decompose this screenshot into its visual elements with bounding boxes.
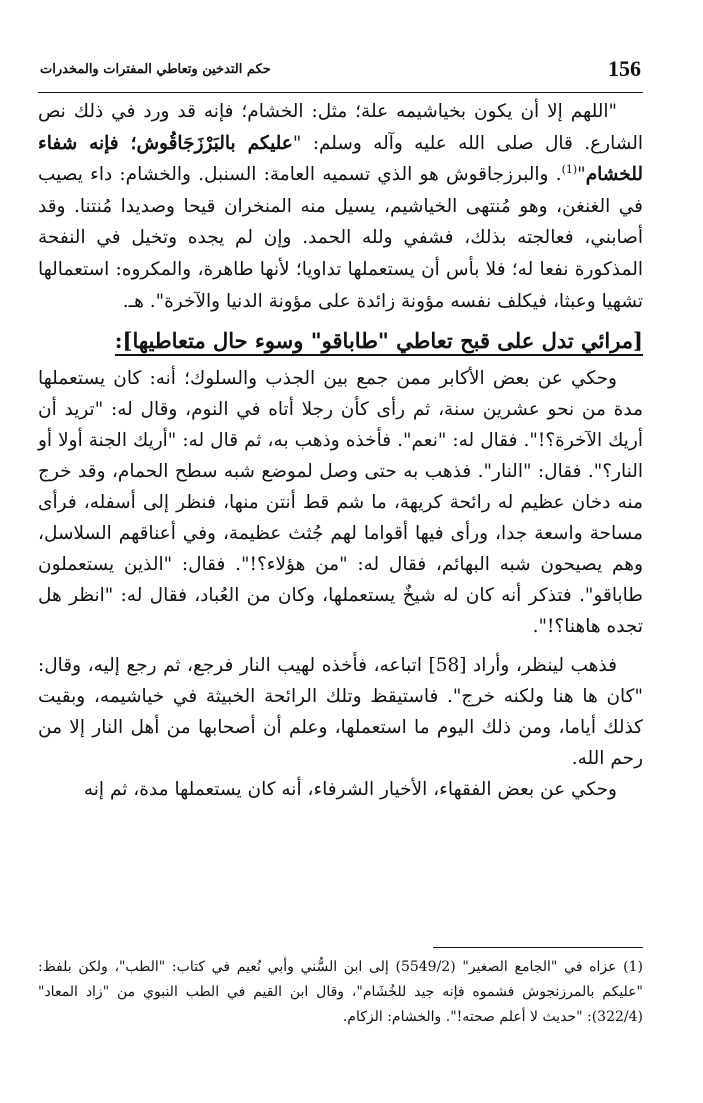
paragraph-quote (38, 96, 643, 317)
paragraph-story-2: فذهب لينظر، وأراد [58] اتباعه، فأخذه لهيب النار فرجع، ثم رجع إليه، وقال: "كان ها هنا ولكنه خرج". فاستيقظ وتلك الرائحة الخبيثة في خياشيمه، وبقيت كذلك أياما، ومن ذلك اليوم ما استعملها، وعلم أن أصحابها من أهل النار إلا من رحم الله. (38, 655, 643, 770)
hadith-text: عليكم بالبَرْزَجَاقُوش؛ فإنه شفاء للخشام (38, 132, 643, 186)
quote-close: " (577, 164, 586, 186)
page-number: 156 (608, 56, 641, 81)
footnote-1: (1) عزاه في "الجامع الصغير" (5549/2) إلى ابن السُّني وأبي نُعيم في كتاب: "الطب"، ولكن بلفظ: "عليكم بالمرزنجوش فشموه فإنه جيد للخُشَام"، وقال ابن القيم في الطب النبوي من "زاد المعاد" (322/4): "حديث لا أعلم صحته!". والخشام: الزكام. (38, 959, 643, 1025)
main-text (38, 96, 643, 805)
paragraph-story-3: وحكي عن بعض الفقهاء، الأخيار الشرفاء، أنه كان يستعملها مدة، ثم إنه (83, 779, 617, 801)
section-heading: [مرائي تدل على قبح تعاطي "طاباقو" وسوء حال متعاطيها]: (38, 323, 643, 359)
footnotes (38, 955, 643, 1030)
page-header (38, 56, 643, 93)
quote-text-start: "اللهم إلا أن يكون بخياشيمه علة؛ مثل: الخشام؛ فإنه قد ورد في ذلك نص الشارع. قال صلى الله عليه وآله وسلم: " (38, 101, 643, 154)
footnote-reference[interactable]: (1) (561, 163, 578, 177)
paragraph-story-1: وحكي عن بعض الأكابر ممن جمع بين الجذب والسلوك؛ أنه: كان يستعملها مدة من نحو عشرين سنة، ثم رأى كأن رجلا أتاه في النوم، وقال له: "تريد أن أريك الآخرة؟!". فقال له: "نعم". فأخذه وذهب به، ثم قال له: "أريك الجنة أولا أو النار؟". فقال: "النار". فذهب به حتى وصل لموضع شبه سطح الحمام، وقد خرج منه دخان عظيم له رائحة كريهة، ما شم قط أنتن منها، فنظر إلى أسفله، فرأى مساحة واسعة جدا، ورأى فيها أقواما لهم جُثث عظيمة، وفي أعناقهم السلاسل، وهم يصيحون شبه البهائم، فقال له: "من هؤلاء؟!". فقال: "الذين يستعملون طاباقو". فتذكر أنه كان له شيخٌ يستعملها، وكان من العُباد، فقال له: "انظر هل تجده هاهنا؟!". (38, 368, 643, 638)
footnote-divider (433, 947, 643, 948)
running-title: حكم التدخين وتعاطي المفترات والمخدرات (40, 62, 271, 77)
quote-text-end: . والبرزجاقوش هو الذي تسميه العامة: السنبل. والخشام: داء يصيب في الغنغن، وهو مُنتهى الخياشيم، يسيل منه المنخران قيحا وصديدا مُنتنا. وقد أصابني، فعالجته بذلك، فشفي ولله الحمد. وإن لم يجده وتخيل في النفحة المذكورة نفعا له؛ فلا بأس أن يستعملها تداويا؛ لأنها طاهرة، والمكروه: استعمالها تشهيا وعبثا، فيكلف نفسه مؤونة زائدة على مؤونة الدنيا والآخرة". هـ. (38, 164, 643, 312)
